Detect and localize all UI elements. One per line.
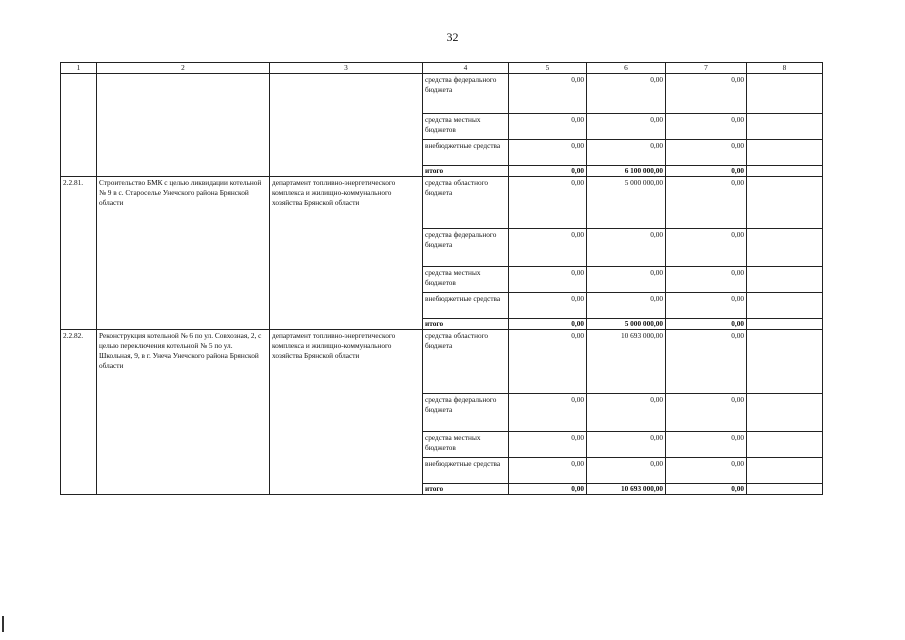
value-col8 (747, 74, 823, 114)
table-row (61, 74, 823, 114)
value-col7: 0,00 (666, 319, 747, 330)
column-header: 6 (587, 63, 666, 74)
value-col6: 10 693 000,00 (587, 484, 666, 495)
value-col6: 0,00 (587, 458, 666, 484)
value-col7: 0,00 (666, 394, 747, 432)
value-col7: 0,00 (666, 267, 747, 293)
value-col6: 0,00 (587, 229, 666, 267)
column-header: 7 (666, 63, 747, 74)
column-header: 8 (747, 63, 823, 74)
value-col8 (747, 177, 823, 229)
budget-table (60, 62, 823, 495)
value-col7: 0,00 (666, 484, 747, 495)
empty-name-cell (97, 74, 270, 177)
value-col7: 0,00 (666, 74, 747, 114)
value-col5: 0,00 (509, 229, 587, 267)
funding-source: внебюджетные средства (423, 293, 509, 319)
value-col5: 0,00 (509, 166, 587, 177)
value-col6: 0,00 (587, 74, 666, 114)
empty-executor-cell (270, 74, 423, 177)
value-col5: 0,00 (509, 140, 587, 166)
value-col6: 10 693 000,00 (587, 330, 666, 394)
value-col6: 0,00 (587, 432, 666, 458)
value-col6: 0,00 (587, 140, 666, 166)
value-col7: 0,00 (666, 330, 747, 394)
value-col8 (747, 229, 823, 267)
value-col7: 0,00 (666, 166, 747, 177)
value-col8 (747, 267, 823, 293)
funding-source: итого (423, 319, 509, 330)
column-header: 3 (270, 63, 423, 74)
entry-executor: департамент топливно-энергетического комплекса и жилищно-коммунального хозяйства Брянской области (270, 177, 423, 330)
value-col6: 5 000 000,00 (587, 319, 666, 330)
value-col8 (747, 319, 823, 330)
value-col6: 0,00 (587, 293, 666, 319)
value-col5: 0,00 (509, 394, 587, 432)
column-number-row (61, 63, 823, 74)
funding-source: средства местных бюджетов (423, 267, 509, 293)
value-col5: 0,00 (509, 432, 587, 458)
value-col5: 0,00 (509, 330, 587, 394)
value-col7: 0,00 (666, 432, 747, 458)
funding-source: средства федерального бюджета (423, 394, 509, 432)
value-col6: 0,00 (587, 114, 666, 140)
value-col6: 0,00 (587, 394, 666, 432)
value-col7: 0,00 (666, 140, 747, 166)
entry-name: Реконструкция котельной № 6 по ул. Совхозная, 2, с целью переключения котельной № 5 по ул. Школьная, 9, в г. Унеча Унечского района Брянской области (97, 330, 270, 495)
entry-id: 2.2.81. (61, 177, 97, 330)
value-col8 (747, 293, 823, 319)
value-col8 (747, 140, 823, 166)
value-col7: 0,00 (666, 458, 747, 484)
funding-source: средства федерального бюджета (423, 74, 509, 114)
value-col8 (747, 432, 823, 458)
entry-executor: департамент топливно-энергетического комплекса и жилищно-коммунального хозяйства Брянской области (270, 330, 423, 495)
entry-name: Строительство БМК с целью ликвидации котельной № 9 в с. Старосельe Унечского района Брянской области (97, 177, 270, 330)
value-col6: 0,00 (587, 267, 666, 293)
value-col5: 0,00 (509, 484, 587, 495)
page-number: 32 (446, 30, 459, 44)
value-col8 (747, 114, 823, 140)
value-col7: 0,00 (666, 229, 747, 267)
funding-source: средства федерального бюджета (423, 229, 509, 267)
scan-edge-mark (2, 616, 4, 632)
funding-source: средства областного бюджета (423, 330, 509, 394)
funding-source: внебюджетные средства (423, 140, 509, 166)
funding-source: средства областного бюджета (423, 177, 509, 229)
value-col7: 0,00 (666, 114, 747, 140)
value-col8 (747, 484, 823, 495)
value-col8 (747, 394, 823, 432)
column-header: 4 (423, 63, 509, 74)
value-col5: 0,00 (509, 458, 587, 484)
value-col5: 0,00 (509, 319, 587, 330)
value-col5: 0,00 (509, 177, 587, 229)
column-header: 1 (61, 63, 97, 74)
value-col5: 0,00 (509, 293, 587, 319)
value-col7: 0,00 (666, 177, 747, 229)
value-col6: 6 100 000,00 (587, 166, 666, 177)
column-header: 2 (97, 63, 270, 74)
value-col8 (747, 330, 823, 394)
table-row (61, 177, 823, 229)
empty-id-cell (61, 74, 97, 177)
value-col8 (747, 458, 823, 484)
table-row (61, 330, 823, 394)
value-col5: 0,00 (509, 114, 587, 140)
entry-id: 2.2.82. (61, 330, 97, 495)
value-col5: 0,00 (509, 74, 587, 114)
value-col6: 5 000 000,00 (587, 177, 666, 229)
funding-source: средства местных бюджетов (423, 432, 509, 458)
funding-source: итого (423, 166, 509, 177)
funding-source: средства местных бюджетов (423, 114, 509, 140)
value-col5: 0,00 (509, 267, 587, 293)
funding-source: внебюджетные средства (423, 458, 509, 484)
funding-source: итого (423, 484, 509, 495)
value-col7: 0,00 (666, 293, 747, 319)
column-header: 5 (509, 63, 587, 74)
value-col8 (747, 166, 823, 177)
